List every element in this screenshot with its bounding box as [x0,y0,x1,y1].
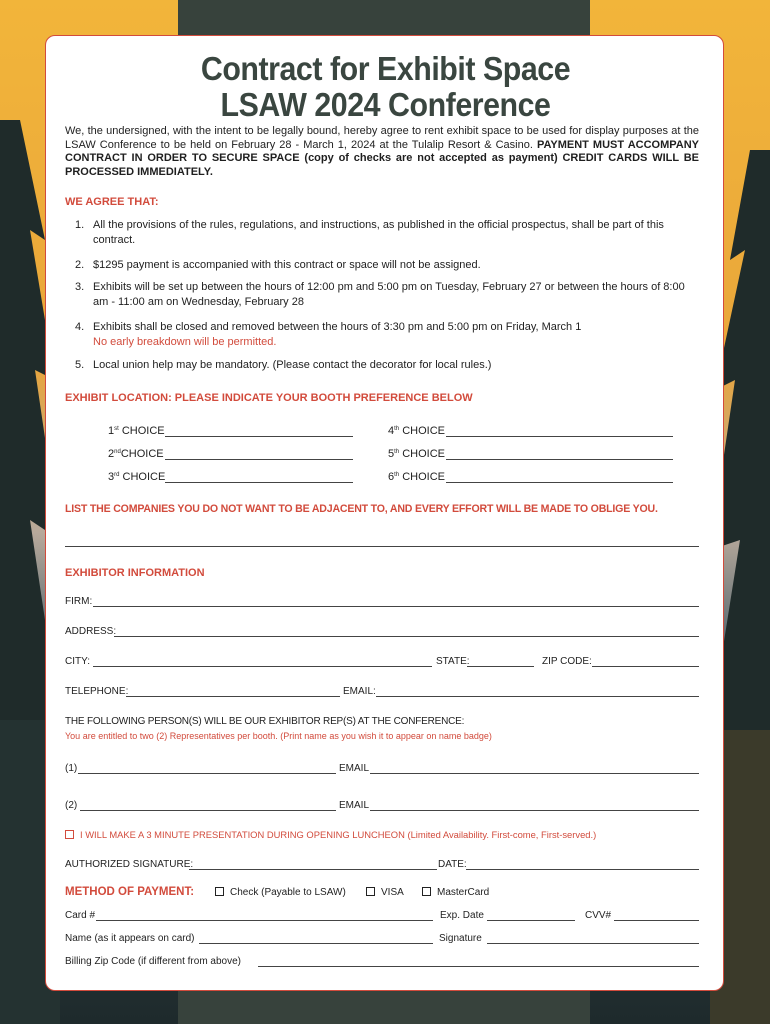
agree-item-text: All the provisions of the rules, regulations, and instructions, as published in the official prospectus, shall be part of this contract. [93,219,664,246]
choice-sup: rd [114,472,120,478]
payment-option-visa[interactable] [366,887,404,898]
rep-2-name-field[interactable] [80,810,336,811]
choice-word: CHOICE [402,448,445,460]
rep-1-name-field[interactable] [78,773,336,774]
choice-5-field[interactable] [446,459,673,460]
reps-intro: THE FOLLOWING PERSON(S) WILL BE OUR EXHIBITOR REP(S) AT THE CONFERENCE: [65,716,465,727]
firm-label: FIRM: [65,596,93,607]
choice-sup: th [394,472,400,478]
choice-num: 6 [388,471,395,483]
card-number-field[interactable] [96,920,433,921]
agree-item-text: Exhibits shall be closed and removed between the hours of 3:30 pm and 5:00 pm on Friday, March 1 [93,321,582,333]
choice-num: 4 [388,425,395,437]
choice-num: 3 [108,471,115,483]
intro-payment-notice: PAYMENT MUST ACCOMPANY CONTRACT IN ORDER TO SECURE SPACE (copy of checks are not accepted as payment) CREDIT CARDS WILL BE PROCESSED IMMEDIATELY. [65,138,699,178]
choice-word: CHOICE [121,425,165,437]
billing-zip-field[interactable] [258,966,699,967]
card-signature-field[interactable] [487,943,699,944]
payment-option-check[interactable] [215,887,346,898]
choice-2-label [108,448,164,460]
choice-6-label [388,471,445,483]
exhibit-location-header: EXHIBIT LOCATION: PLEASE INDICATE YOUR BOOTH PREFERENCE BELOW [65,392,473,404]
choice-6-field[interactable] [446,482,673,483]
visa-checkbox[interactable] [366,887,375,896]
agree-item-4-body [93,320,693,350]
title-line-1: Contract for Exhibit Space [200,50,571,87]
address-field[interactable] [114,636,699,637]
choice-word: CHOICE [120,448,164,460]
date-field[interactable] [466,869,699,870]
date-label: DATE: [438,859,467,870]
choice-num: 2 [108,448,115,460]
check-label: Check (Payable to LSAW) [230,887,346,898]
city-label: CITY: [65,656,91,667]
agree-item-number: 1. [75,219,85,231]
choice-sup: st [114,426,119,432]
mastercard-checkbox[interactable] [422,887,431,896]
payment-option-mastercard[interactable] [422,887,489,898]
rep-1-label: (1) [65,763,78,774]
choice-sup: th [394,449,400,455]
zip-label: ZIP CODE: [542,656,592,667]
choice-1-label [108,425,165,437]
choice-3-field[interactable] [165,482,353,483]
agree-item-number: 3. [75,281,85,293]
exhibitor-info-header: EXHIBITOR INFORMATION [65,567,205,579]
title-line-2: LSAW 2024 Conference [220,86,551,123]
agree-item-number: 2. [75,259,85,271]
cvv-label: CVV# [585,910,612,921]
agree-item-text: Local union help may be mandatory. (Please contact the decorator for local rules.) [93,359,492,371]
choice-5-label [388,448,445,460]
choice-word: CHOICE [402,471,445,483]
payment-method-header: METHOD OF PAYMENT: [65,886,195,898]
city-field[interactable] [93,666,432,667]
choice-sup: nd [114,449,121,455]
cardholder-name-field[interactable] [199,943,433,944]
intro-paragraph [65,125,699,179]
mastercard-label: MasterCard [437,887,490,898]
agree-item-text: $1295 payment is accompanied with this contract or space will not be assigned. [93,259,481,271]
billing-zip-label: Billing Zip Code (if different from above) [65,956,242,967]
rep-1-email-field[interactable] [370,773,699,774]
presentation-label: I WILL MAKE A 3 MINUTE PRESENTATION DURING OPENING LUNCHEON (Limited Availability. First-come, First-served.) [80,829,597,840]
choice-2-field[interactable] [165,459,353,460]
choice-sup: th [394,426,400,432]
zip-field[interactable] [592,666,699,667]
rep-1-email-label: EMAIL [339,763,370,774]
card-signature-label: Signature [439,933,482,944]
signature-field[interactable] [189,869,437,870]
state-label: STATE: [436,656,470,667]
address-label: ADDRESS: [65,626,117,637]
choice-4-field[interactable] [446,436,673,437]
choice-1-field[interactable] [165,436,353,437]
firm-field[interactable] [93,606,699,607]
visa-label: VISA [381,887,404,898]
state-field[interactable] [467,666,534,667]
email-label: EMAIL: [343,686,376,697]
email-field[interactable] [376,696,699,697]
choice-num: 5 [388,448,395,460]
card-number-label: Card # [65,910,96,921]
telephone-label: TELEPHONE: [65,686,129,697]
cardholder-name-label: Name (as it appears on card) [65,933,195,944]
cvv-field[interactable] [614,920,699,921]
adjacent-companies-field[interactable] [65,546,699,547]
agree-item-number: 5. [75,359,85,371]
choice-word: CHOICE [402,425,445,437]
rep-2-label: (2) [65,800,78,811]
agree-item-text: Exhibits will be set up between the hours of 12:00 pm and 5:00 pm on Tuesday, February 27 or between the hours of 8:00 am - 11:00 am on Wednesday, February 28 [93,281,685,308]
presentation-option[interactable] [65,829,596,840]
telephone-field[interactable] [126,696,340,697]
choice-4-label [388,425,445,437]
choice-3-label [108,471,165,483]
contract-form-sheet [45,35,724,991]
adjacent-companies-header: LIST THE COMPANIES YOU DO NOT WANT TO BE ADJACENT TO, AND EVERY EFFORT WILL BE MADE TO OBLIGE YOU. [65,503,658,515]
exp-date-field[interactable] [487,920,575,921]
rep-2-email-label: EMAIL [339,800,370,811]
check-checkbox[interactable] [215,887,224,896]
choice-num: 1 [108,425,115,437]
presentation-checkbox[interactable] [65,830,74,839]
intro-text: We, the undersigned, with the intent to be legally bound, hereby agree to rent exhibit space to be used for display purposes at the LSAW Conference to be held on February 28 - March 1, 2024 at the Tulalip Resort & Casino. [65,125,699,151]
exp-date-label: Exp. Date [440,910,484,921]
we-agree-header: WE AGREE THAT: [65,196,159,208]
rep-2-email-field[interactable] [370,810,699,811]
agree-item-number: 4. [75,321,85,333]
reps-note: You are entitled to two (2) Representatives per booth. (Print name as you wish it to appear on name badge) [65,731,492,741]
choice-word: CHOICE [122,471,166,483]
signature-label: AUTHORIZED SIGNATURE: [65,859,194,870]
no-early-breakdown-note: No early breakdown will be permitted. [93,336,277,348]
